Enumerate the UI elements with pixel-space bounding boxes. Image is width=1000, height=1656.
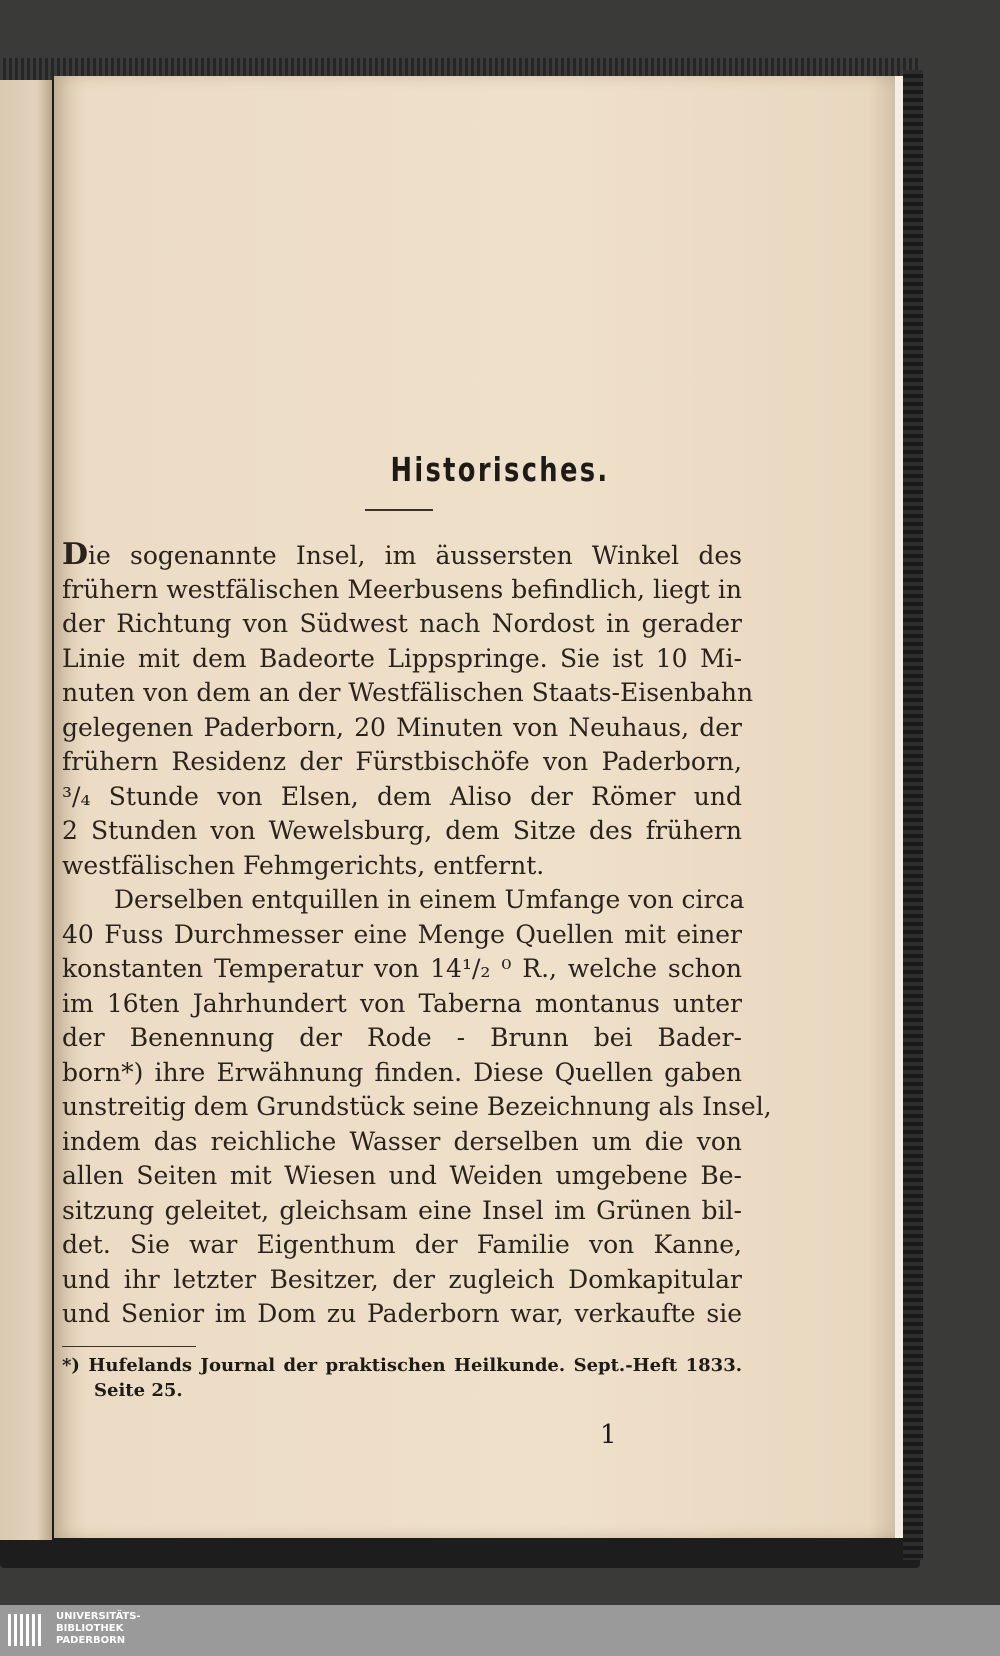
text-line (62, 918, 742, 953)
library-logo-text (56, 1611, 141, 1647)
text-line (62, 814, 742, 849)
text-line (62, 1056, 742, 1091)
drop-cap: D (62, 537, 89, 572)
text-line (62, 1297, 742, 1332)
text-line-content: nuten von dem an der Westfälischen Staats-Eisenbahn (62, 678, 754, 707)
text-line (62, 987, 742, 1022)
library-logo-icon (6, 1610, 46, 1650)
text-line (62, 1021, 742, 1056)
facing-page-edge (0, 80, 52, 1540)
text-line-content: westfälischen Fehmgerichts, entfernt. (62, 850, 545, 880)
text-line (62, 1194, 742, 1229)
text-line (62, 676, 754, 711)
text-line (62, 538, 742, 573)
text-line-content: 2 Stunden von Wewelsburg, dem Sitze des frühern (62, 816, 742, 845)
footnote (62, 1353, 742, 1403)
footnote-line: *) Hufelands Journal der praktischen Heilkunde. Sept.-Heft 1833. (62, 1355, 742, 1376)
text-line-content: ie sogenannte Insel, im äussersten Winkel des (88, 541, 742, 570)
text-line (62, 952, 742, 987)
heading-rule (365, 509, 433, 511)
text-line-content: 40 Fuss Durchmesser eine Menge Quellen mit einer (62, 919, 742, 949)
text-line-content: det. Sie war Eigenthum der Familie von Kanne, (62, 1230, 742, 1259)
text-line-content: born*) ihre Erwähnung finden. Diese Quellen gaben (62, 1057, 742, 1087)
text-line-content: Derselben entquillen in einem Umfange von circa (114, 885, 745, 914)
footer-bar (0, 1605, 1000, 1656)
logo-line: BIBLIOTHEK (56, 1623, 124, 1634)
cover-edge (903, 70, 923, 1560)
text-line (62, 1125, 742, 1160)
text-line (62, 1159, 742, 1194)
text-line-content: im 16ten Jahrhundert von Taberna montanus unter (62, 988, 742, 1018)
page-number: 1 (600, 1420, 617, 1450)
text-line (62, 607, 742, 642)
library-logo[interactable] (6, 1608, 141, 1652)
text-line-content: und Senior im Dom zu Paderborn war, verkaufte sie (62, 1299, 742, 1328)
text-line (62, 1090, 772, 1125)
text-line (62, 642, 742, 677)
logo-line: PADERBORN (56, 1635, 126, 1646)
text-line-content: frühern westfälischen Meerbusens befindlich, liegt in (62, 574, 742, 604)
text-line (62, 745, 742, 780)
footnote-rule (62, 1346, 196, 1347)
text-line-content: ³/₄ Stunde von Elsen, dem Aliso der Römer und (62, 781, 742, 811)
text-line-content: allen Seiten mit Wiesen und Weiden umgebene Be- (62, 1161, 742, 1190)
text-line-content: indem das reichliche Wasser derselben um die von (62, 1126, 742, 1156)
page-heading: Historisches. (390, 450, 610, 489)
footnote-line: Seite 25. (94, 1380, 183, 1401)
text-line-content: der Benennung der Rode - Brunn bei Bader- (62, 1023, 742, 1052)
text-line (62, 883, 745, 918)
text-line-content: Linie mit dem Badeorte Lippspringe. Sie ist 10 Mi- (62, 643, 742, 673)
text-line (62, 1263, 742, 1298)
text-line-content: unstreitig dem Grundstück seine Bezeichnung als Insel, (62, 1092, 772, 1121)
text-line (62, 849, 742, 884)
body-text (62, 537, 772, 1332)
text-line (62, 780, 742, 815)
text-line (62, 711, 742, 746)
text-line-content: sitzung geleitet, gleichsam eine Insel im Grünen bil- (62, 1195, 742, 1225)
text-line (62, 573, 742, 608)
text-line-content: und ihr letzter Besitzer, der zugleich Domkapitular (62, 1264, 742, 1294)
text-line-content: frühern Residenz der Fürstbischöfe von Paderborn, (62, 747, 742, 776)
text-line (62, 1228, 742, 1263)
text-line-content: konstanten Temperatur von 14¹/₂ ⁰ R., welche schon (62, 954, 742, 983)
page-edge (895, 76, 903, 1538)
logo-line: UNIVERSITÄTS- (56, 1611, 141, 1622)
text-line-content: der Richtung von Südwest nach Nordost in gerader (62, 609, 742, 638)
text-line-content: gelegenen Paderborn, 20 Minuten von Neuhaus, der (62, 712, 742, 742)
